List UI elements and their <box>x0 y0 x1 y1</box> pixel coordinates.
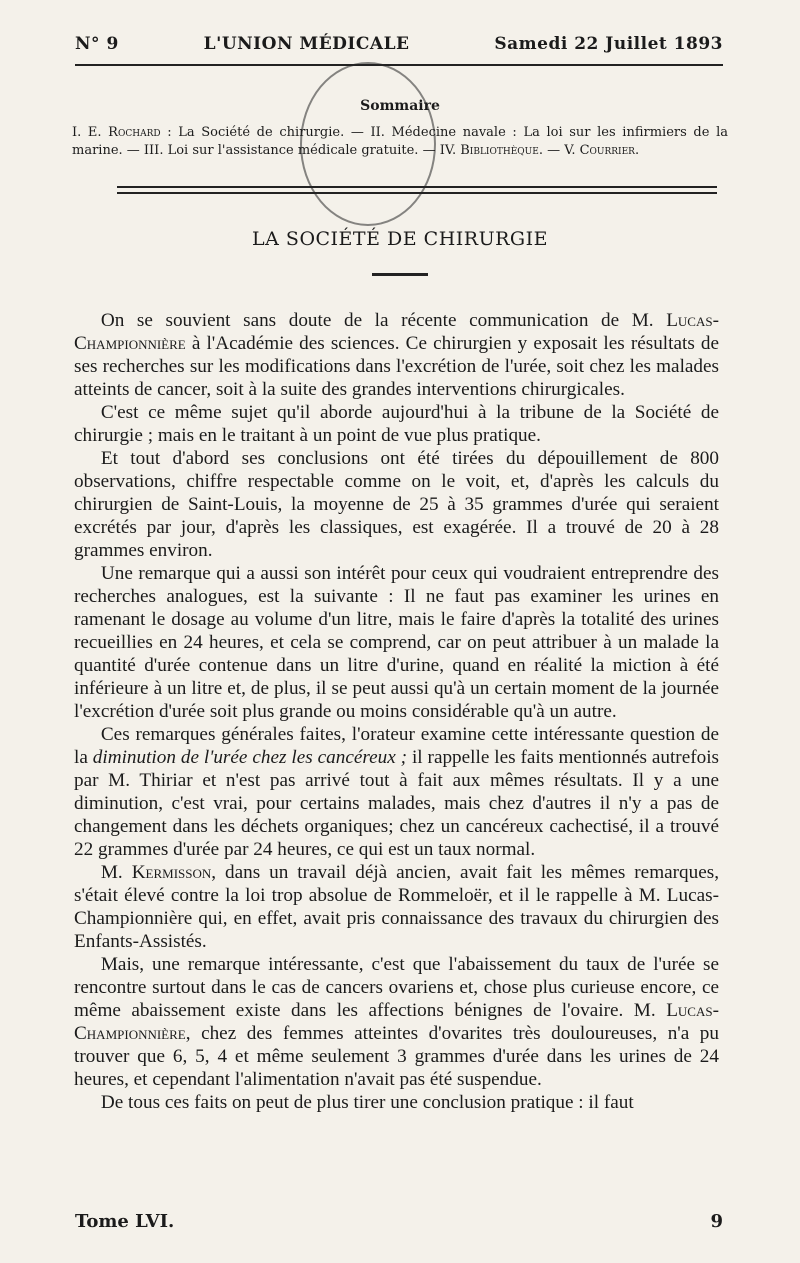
p5-emphasis: diminution de l'urée chez les cancéreux ; <box>92 747 408 768</box>
tome-label: Tome LVI. <box>75 1211 175 1232</box>
p5-text-a: Ces remarques générales faites, l'orateur examine cette intéressante question de la <box>74 724 719 768</box>
p7-text-b: , chez des femmes atteintes d'ovarites très douloureuses, n'a pu trouver que 6, 5, 4 et même seulement 3 grammes d'urée dans les urines de 24 heures, et cependant l'alimentation n'avait pas été suspendue. <box>74 1023 719 1090</box>
paragraph <box>74 309 719 401</box>
sommaire-title: Sommaire <box>360 98 440 114</box>
p1-text-a: On se souvient sans doute de la récente communication de M. <box>100 310 667 331</box>
p1-person: Lucas-Championnière <box>74 310 719 354</box>
issue-date: Samedi 22 Juillet 1893 <box>494 34 723 54</box>
sommaire-end: . <box>634 143 640 158</box>
paragraph <box>74 953 719 1091</box>
paragraph: De tous ces faits on peut de plus tirer une conclusion pratique : il faut <box>100 1092 634 1113</box>
p6-person: Kermisson <box>131 862 212 883</box>
page-footer <box>75 1211 723 1232</box>
journal-title: L'UNION MÉDICALE <box>203 34 410 54</box>
running-head <box>75 34 723 54</box>
sommaire-text: : La Société de chirurgie. — II. Médecine navale : La loi sur les infirmiers de la marine. — III. Loi sur l'assistance médicale gratuite. — IV. <box>72 125 728 158</box>
section-rule-1 <box>117 186 717 188</box>
p7-text-a: Mais, une remarque intéressante, c'est que l'abaissement du taux de l'urée se rencontre surtout dans le cas de cancers ovariens et, chose plus curieuse encore, ce même abaissement existe dans les affections bénignes de l'ovaire. M. <box>74 954 719 1021</box>
paragraph: Et tout d'abord ses conclusions ont été tirées du dépouillement de 800 observations, chiffre respectable comme on le voit, et, d'après les calculs du chirurgien de Saint-Louis, la moyenne de 25 à 35 grammes d'urée qui seraient excrétés par jour, d'après les classiques, est exagérée. Il a trouvé de 20 à 28 grammes environ. <box>74 448 719 561</box>
sommaire-contents <box>72 124 728 160</box>
sommaire-biblio: Bibliothèque <box>460 143 539 158</box>
sommaire-author: I. E. Rochard <box>72 125 161 140</box>
sommaire-sep: . — V. <box>538 143 580 158</box>
paragraph: Une remarque qui a aussi son intérêt pour ceux qui voudraient entreprendre des recherches analogues, est la suivante : Il ne faut pas examiner les urines en ramenant le dosage au volume d'un litre, mais le faire d'après la totalité des urines recueillies en 24 heures, et cela se comprend, car on peut attribuer à un malade la quantité d'urée contenue dans un litre d'urine, quand en réalité la miction à été inférieure à un litre et, de plus, il se peut aussi qu'à un certain moment de la journée l'excrétion d'urée soit plus grande ou moins considérable qu'à un autre. <box>74 563 719 722</box>
article-body <box>74 309 719 1114</box>
paragraph <box>74 861 719 953</box>
paragraph <box>74 723 719 861</box>
title-rule <box>372 273 428 276</box>
p6-text-a: M. <box>100 862 132 883</box>
page-number: 9 <box>710 1211 723 1232</box>
issue-number: N° 9 <box>75 34 119 54</box>
p1-text-b: à l'Académie des sciences. Ce chirurgien y exposait les résultats de ses recherches sur les modifications dans l'excrétion de l'urée, soit chez les malades atteints de cancer, soit à la suite des grandes interventions chirurgicales. <box>74 333 719 400</box>
p7-person: Lucas-Championnière <box>74 1000 719 1044</box>
sommaire-courrier: Courrier <box>579 143 635 158</box>
article-title: LA SOCIÉTÉ DE CHIRURGIE <box>252 228 548 250</box>
paragraph: C'est ce même sujet qu'il aborde aujourd'hui à la tribune de la Société de chirurgie ; mais en le traitant à un point de vue plus pratique. <box>74 402 719 446</box>
header-rule <box>75 64 723 66</box>
section-rule-2 <box>117 192 717 194</box>
p6-text-b: , dans un travail déjà ancien, avait fait les mêmes remarques, s'était élevé contre la loi trop absolue de Rommeloër, et il le rappelle à M. Lucas-Championnière qui, en effet, avait pris connaissance des travaux du chirurgien des Enfants-Assistés. <box>74 862 719 952</box>
p5-text-b: il rappelle les faits mentionnés autrefois par M. Thiriar et n'est pas arrivé tout à fait aux mêmes résultats. Il y a une diminution, c'est vrai, pour certains malades, mais chez d'autres il n'y a pas de changement dans les déchets organiques; chez un cancéreux cachectisé, il a trouvé 22 grammes d'urée par 24 heures, ce qui est un taux normal. <box>74 747 719 860</box>
